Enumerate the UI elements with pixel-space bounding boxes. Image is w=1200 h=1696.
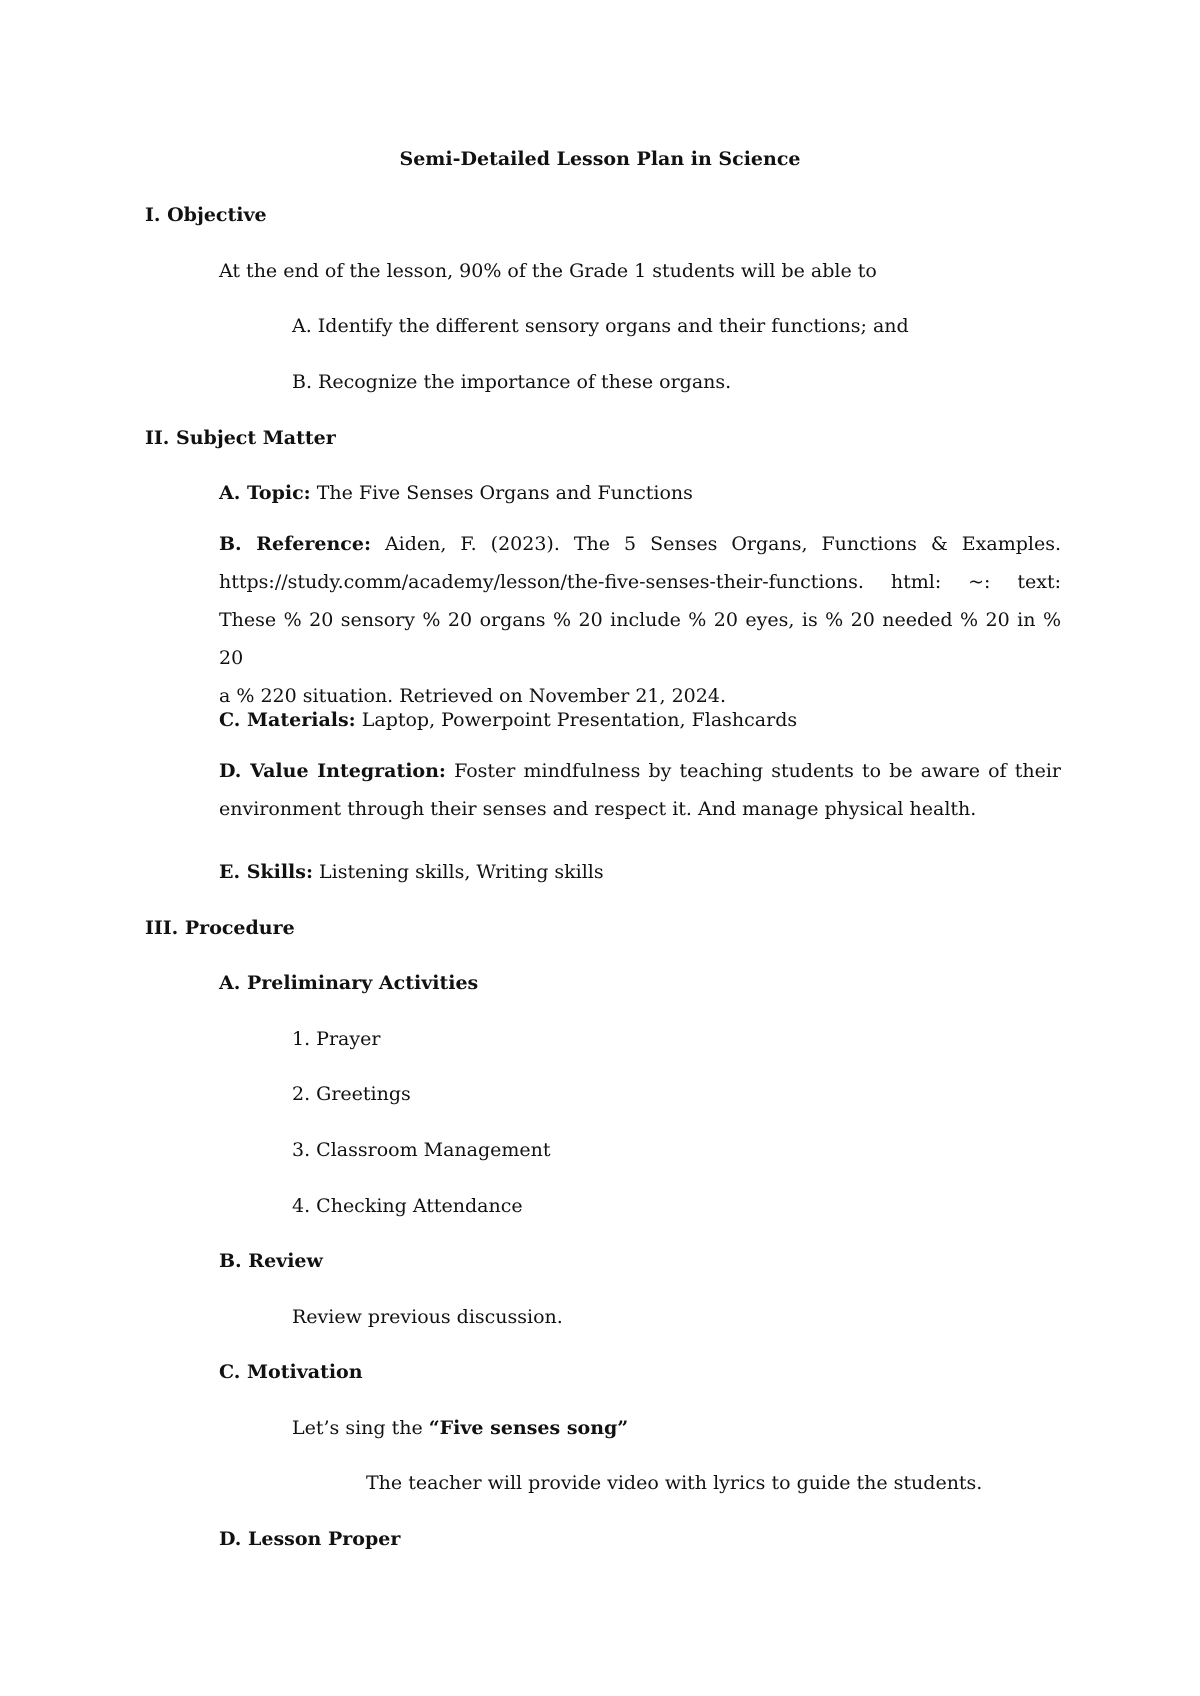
materials-label: C. Materials: — [219, 709, 356, 731]
preliminary-item: 4. Checking Attendance — [292, 1195, 523, 1217]
subheading-review: B. Review — [219, 1250, 323, 1272]
reference-line: These % 20 sensory % 20 organs % 20 include % 20 eyes, is % 20 needed % 20 in % 20 — [219, 609, 1061, 669]
materials-line — [219, 708, 797, 732]
materials-value: Laptop, Powerpoint Presentation, Flashcards — [355, 709, 798, 731]
skills-label: E. Skills: — [219, 861, 313, 883]
reference-line: B. Reference: Aiden, F. (2023). The 5 Senses Organs, Functions & Examples. — [219, 533, 1061, 555]
document-title: Semi-Detailed Lesson Plan in Science — [399, 148, 801, 170]
section-heading-objective: I. Objective — [145, 204, 267, 226]
topic-value: The Five Senses Organs and Functions — [310, 482, 693, 504]
reference-line: https://study.comm/academy/lesson/the-five-senses-their-functions. html: ~: text: — [219, 571, 1061, 593]
topic-label: A. Topic: — [219, 482, 311, 504]
reference-line: a % 220 situation. Retrieved on November 21, 2024. — [219, 685, 726, 707]
subheading-motivation: C. Motivation — [219, 1361, 363, 1383]
objective-item: A. Identify the different sensory organs and their functions; and — [292, 315, 909, 337]
objective-intro: At the end of the lesson, 90% of the Grade 1 students will be able to — [219, 260, 877, 282]
value-integration-paragraph — [219, 752, 1061, 828]
song-title: “Five senses song” — [428, 1417, 629, 1439]
subheading-preliminary-activities: A. Preliminary Activities — [219, 972, 479, 994]
review-text: Review previous discussion. — [292, 1306, 563, 1328]
preliminary-item: 2. Greetings — [292, 1083, 411, 1105]
value-integration-line: D. Value Integration: Foster mindfulness by teaching students to be aware of their — [219, 760, 1061, 782]
motivation-instruction: The teacher will provide video with lyrics to guide the students. — [366, 1472, 983, 1494]
motivation-text: Let’s sing the “Five senses song” — [292, 1417, 629, 1439]
reference-label: B. Reference: — [219, 533, 371, 555]
section-heading-procedure: III. Procedure — [145, 917, 295, 939]
skills-line — [219, 860, 604, 884]
preliminary-item: 3. Classroom Management — [292, 1139, 551, 1161]
objective-item: B. Recognize the importance of these organs. — [292, 371, 732, 393]
section-heading-subject-matter: II. Subject Matter — [145, 427, 336, 449]
subheading-lesson-proper: D. Lesson Proper — [219, 1528, 401, 1550]
value-integration-line: environment through their senses and respect it. And manage physical health. — [219, 798, 977, 820]
reference-paragraph — [219, 525, 1061, 715]
skills-value: Listening skills, Writing skills — [312, 861, 604, 883]
topic-line — [219, 481, 693, 505]
preliminary-item: 1. Prayer — [292, 1028, 381, 1050]
value-integration-label: D. Value Integration: — [219, 760, 446, 782]
